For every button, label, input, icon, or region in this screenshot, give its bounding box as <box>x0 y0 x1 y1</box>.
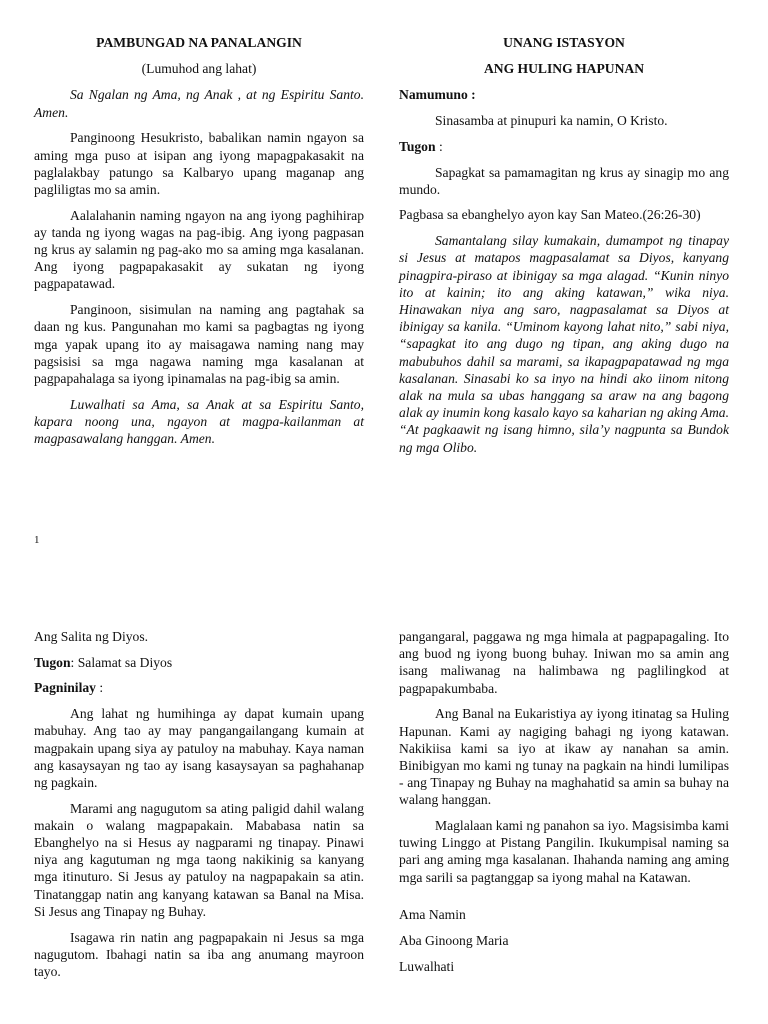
prayer-paragraph-3: Panginoon, sisimulan na naming ang pagtahak sa daan ng kus. Pangunahan mo kami sa pagbagtas ng iyong mga yapak upang ito ay maisagawa naming nang may pagsisisi sa mga nagawa naming mga kasalanan at pagpapahalaga sa iyong ipinamalas na pag-ibig sa amin. <box>34 302 364 386</box>
prayer-glory-be: Luwalhati <box>399 958 455 974</box>
response-line <box>34 654 364 671</box>
kneel-instruction: (Lumuhod ang lahat) <box>141 61 257 77</box>
leader-text: Sinasamba at pinupuri ka namin, O Kristo. <box>435 113 668 129</box>
reflection-paragraph-6: Maglalaan kami ng panahon sa iyo. Magsisimba kami tuwing Linggo at Pistang Pangilin. Ikukumpisal naming sa pari ang aming mga kasalanan. Ihahanda naming ang aming mga sarili sa pagtanggap sa iyong mahal na Katawan. <box>399 818 729 885</box>
reflection-paragraph-1: Ang lahat ng humihinga ay dapat kumain upang mabuhay. Ang tao ay may pangangailangang kumain at magpakain upang siya ay patuloy na mabuhay. Kaya naman ang kasaysayan ng tao ay isang kasaysayan sa paghahanap ng pagkain. <box>34 706 364 790</box>
gospel-reading-heading: Pagbasa sa ebanghelyo ayon kay San Mateo.(26:26-30) <box>399 207 701 223</box>
response-text: : Salamat sa Diyos <box>70 654 173 670</box>
reflection-label: Pagninilay <box>34 680 96 696</box>
leader-label-line <box>399 86 729 103</box>
prayer-hail-mary: Aba Ginoong Maria <box>399 933 509 949</box>
booklet-page-2 <box>0 560 768 1024</box>
first-station-column <box>399 34 729 464</box>
reflection-label-line <box>34 679 364 696</box>
reflection-separator: : <box>95 680 104 696</box>
reflection-paragraph-5: Ang Banal na Eukaristiya ay iyong itinatag sa Huling Hapunan. Kami ay nagiging bahagi ng iyong katawan. Nakikiisa kami sa iyo at ikaw ay nanahan sa amin. Binibigyan mo kami ng tunay na pagkain na hindi lumilipas - ang Tinapay ng Buhay na maghahatid sa amin sa buhay na walang hanggan. <box>399 706 729 808</box>
glory-be-paragraph: Luwalhati sa Ama, sa Anak at sa Espiritu Santo, kapara noong una, ngayon at magpa-kailanman at magpasawalang hanggan. Amen. <box>34 396 364 447</box>
reflection-paragraph-3: Isagawa rin natin ang pagpapakain ni Jesus sa mga nagugutom. Ibahagi natin sa iba ang anumang mayroon tayo. <box>34 929 364 979</box>
prayer-our-father: Ama Namin <box>399 907 466 923</box>
prayer-paragraph-1: Panginoong Hesukristo, babalikan namin ngayon sa aming mga puso at isipan ang iyong mapagpakasakit na paglalakbay patungo sa Kalbaryo upang maganap ang pagliligtas mo sa amin. <box>34 130 364 197</box>
response-label: Tugon <box>34 654 71 670</box>
reflection-continued-column <box>399 628 729 983</box>
prayer-paragraph-2: Aalalahanin naming ngayon na ang iyong paghihirap ay tanda ng iyong wagas na pag-ibig. Ang iyong pagpasan ng krus ay salamin ng pag-ako mo sa aming mga kasalanan. Ang iyong pagpapakasakit ay sukatan ng iyong pagpapatawad. <box>34 207 364 292</box>
opening-prayer-title: PAMBUNGAD NA PANALANGIN <box>96 35 302 50</box>
response-text: Sapagkat sa pamamagitan ng krus ay sinagip mo ang mundo. <box>399 164 729 197</box>
reflection-column <box>34 628 364 989</box>
response-label-line <box>399 138 729 155</box>
response-label: Tugon <box>399 138 436 154</box>
station-title: UNANG ISTASYON <box>503 35 625 50</box>
sign-of-cross-paragraph: Sa Ngalan ng Ama, ng Anak , at ng Espiritu Santo. Amen. <box>34 87 364 120</box>
opening-prayer-column <box>34 34 364 456</box>
station-subtitle: ANG HULING HAPUNAN <box>483 61 645 77</box>
gospel-passage: Samantalang silay kumakain, dumampot ng tinapay si Jesus at matapos magpasalamat sa Diyos, kanyang pinagpira-piraso at ibinigay sa mga alagad. “Kunin ninyo ito at kainin; ito ang aking katawan,” wika niya. Hinawakan niya ang saro, nagpasalamat sa Diyos at ibinigay sa kanila. “Uminom kayong lahat nito,” sabi niya, “sapagkat ito ang dugo ng tipan, ang aking dugo na mabubuhos dahil sa marami, sa ikapagpapatawad ng mga kasalanan. Sinasabi ko sa inyo na hindi ako iinom nitong alak na mula sa ubas hanggang sa araw na ang bagong alak ay inumin kong kasalo kayo sa kaharian ng aking Ama. “At pagkaawit ng isang himno, sila’y nagpunta sa Bundok ng mga Olibo. <box>399 233 729 455</box>
leader-label: Namumuno : <box>399 87 476 103</box>
word-of-god-line: Ang Salita ng Diyos. <box>34 629 149 644</box>
reflection-paragraph-4: pangangaral, paggawa ng mga himala at pagpapagaling. Ito ang buod ng iyong buong buhay. Iniwan mo sa amin ang isang maliwanag na halimbawa ng paglilingkod at pagpapakumbaba. <box>399 629 729 696</box>
page-number: 1 <box>34 534 40 546</box>
response-separator: : <box>435 138 443 154</box>
reflection-paragraph-2: Marami ang nagugutom sa ating paligid dahil walang makain o walang magpapakain. Mababasa natin sa Ebanghelyo na si Hesus ay nagparami ng tinapay. Pinawi niya ang kagutuman ng mga taong nakikinig sa kanyang mga itinuturo. Si Jesus ay patuloy na nagpapakain sa atin. Tinatanggap natin ang kanyang katawan sa Banal na Misa. Si Jesus ang Tinapay ng Buhay. <box>34 800 364 919</box>
